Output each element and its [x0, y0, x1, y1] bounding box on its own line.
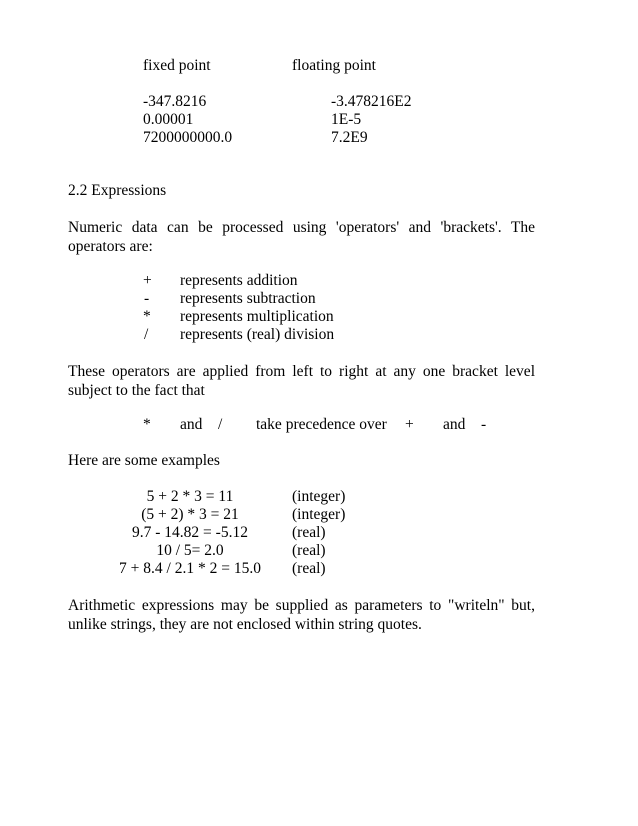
precedence-and: and: [180, 416, 203, 433]
table-header-fixed: fixed point: [143, 57, 211, 74]
precedence-and: and: [443, 416, 466, 433]
section-heading: 2.2 Expressions: [68, 182, 167, 199]
example-expression: 5 + 2 * 3 = 11: [146, 488, 234, 505]
example-expression: 9.7 - 14.82 = -5.12: [132, 524, 248, 541]
operator-meaning: represents addition: [180, 272, 298, 289]
example-expression: 7 + 8.4 / 2.1 * 2 = 15.0: [119, 560, 261, 577]
precedence-phrase: take precedence over: [256, 416, 387, 433]
intro-paragraph: Numeric data can be processed using 'operators' and 'brackets'. The operators are:: [68, 219, 535, 255]
operator-symbol: *: [143, 308, 151, 325]
example-expression: 10 / 5= 2.0: [156, 542, 224, 559]
example-type: (integer): [292, 506, 346, 523]
table-cell-fixed: -347.8216: [143, 93, 207, 110]
closing-paragraph: Arithmetic expressions may be supplied as parameters to "writeln" but, unlike strings, they are not enclosed within string quotes.: [68, 597, 535, 633]
left-to-right-paragraph: These operators are applied from left to right at any one bracket level subject to the fact that: [68, 363, 535, 399]
examples-intro: Here are some examples: [68, 452, 220, 469]
table-cell-floating: 1E-5: [331, 111, 362, 128]
operator-meaning: represents subtraction: [180, 290, 316, 307]
example-type: (real): [292, 524, 326, 541]
table-cell-floating: 7.2E9: [331, 129, 368, 146]
table-cell-floating: -3.478216E2: [331, 93, 412, 110]
operator-symbol: +: [143, 272, 152, 289]
operator-symbol: /: [144, 326, 149, 343]
example-type: (real): [292, 560, 326, 577]
precedence-operator: +: [405, 416, 414, 433]
operator-meaning: represents (real) division: [180, 326, 335, 343]
precedence-operator: /: [218, 416, 223, 433]
precedence-operator: -: [481, 416, 487, 433]
example-type: (real): [292, 542, 326, 559]
example-expression: (5 + 2) * 3 = 21: [141, 506, 239, 523]
example-type: (integer): [292, 488, 346, 505]
operator-meaning: represents multiplication: [180, 308, 334, 325]
table-header-floating: floating point: [292, 57, 376, 74]
table-cell-fixed: 0.00001: [143, 111, 194, 128]
operator-symbol: -: [144, 290, 150, 307]
precedence-operator: *: [143, 416, 151, 433]
table-cell-fixed: 7200000000.0: [143, 129, 233, 146]
